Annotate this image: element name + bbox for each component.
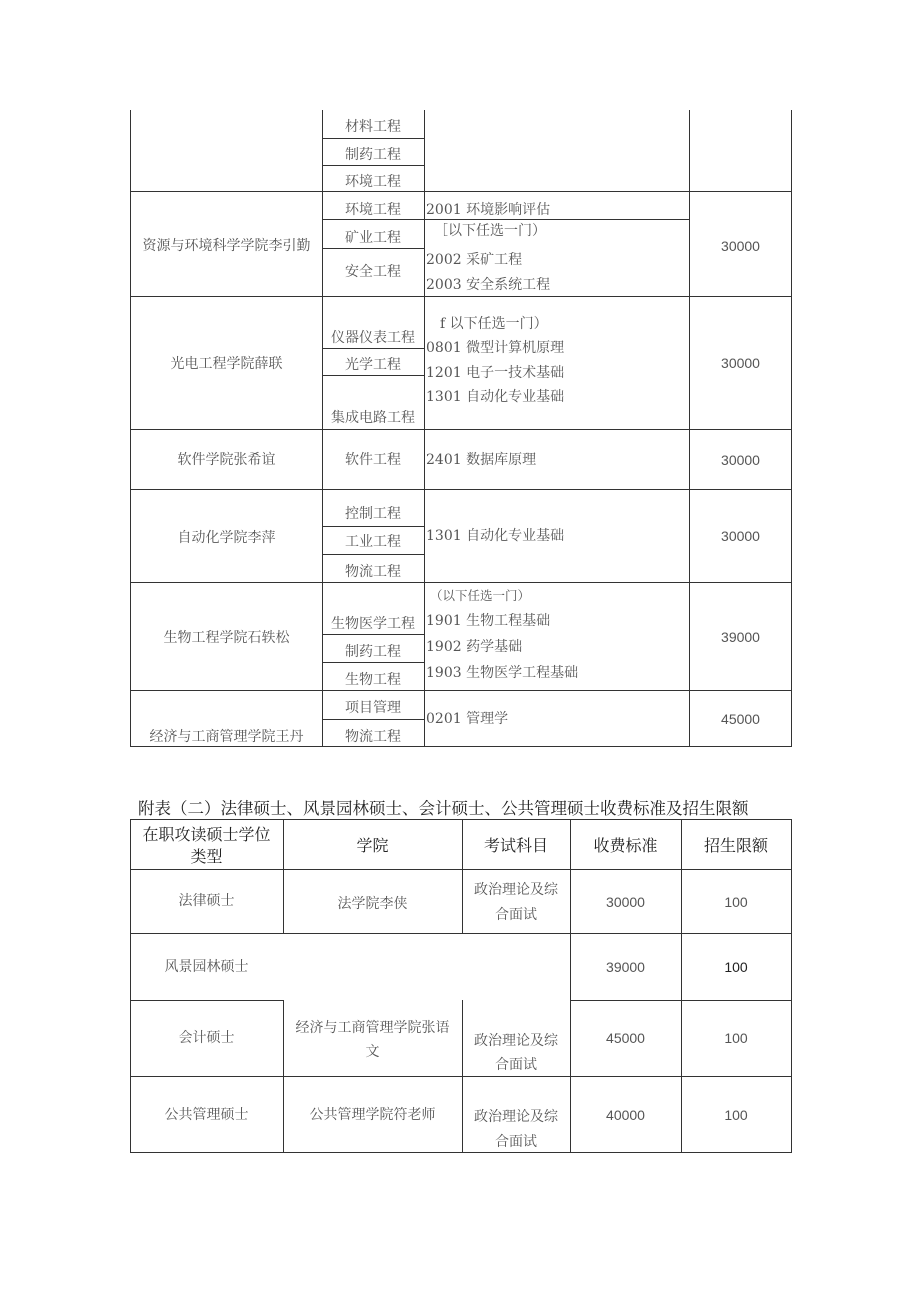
subject-cell: 2401 数据库原理 [426,452,537,468]
major-cell: 制药工程 [345,147,401,163]
college-cell: 法学院李侠 [337,896,408,912]
type-cell: 会计硕士 [178,1030,235,1046]
type-cell: 风景园林硕士 [164,959,249,975]
subject-cell-line2: 合面试 [495,1057,537,1073]
fee-cell: 30000 [721,238,760,254]
college-cell-line2: 文 [365,1044,380,1060]
subject-cell: 1201 电子一技术基础 [426,365,565,381]
major-cell: 物流工程 [345,729,401,745]
college-cell: 公共管理学院符老师 [309,1107,436,1123]
major-cell: 环境工程 [345,174,401,190]
header-type-line1: 在职攻读硕士学位 [142,825,271,844]
subject-cell: 2001 环境影响评估 [426,202,551,218]
header-subject: 考试科目 [483,836,548,855]
major-cell: 项目管理 [345,700,401,716]
fee-cell: 39000 [606,959,645,975]
college-cell: 自动化学院李萍 [177,530,276,546]
major-cell: 制药工程 [345,644,401,660]
type-cell: 法律硕士 [178,893,235,909]
quota-cell: 100 [724,894,748,910]
major-cell: 生物医学工程 [331,616,415,632]
fee-cell: 39000 [721,629,760,645]
quota-cell: 100 [724,1030,748,1046]
fee-cell: 30000 [721,355,760,371]
subject-cell: 1902 药学基础 [426,639,523,655]
subject-cell: 2003 安全系统工程 [426,277,551,293]
fee-cell: 40000 [606,1107,645,1123]
major-cell: 物流工程 [345,564,401,580]
quota-cell: 100 [724,959,748,975]
header-quota: 招生限额 [703,836,768,855]
subject-cell: 2002 采矿工程 [426,252,523,268]
fee-cell: 45000 [606,1030,645,1046]
fee-cell: 30000 [606,894,645,910]
quota-cell: 100 [724,1107,748,1123]
subject-cell: ［以下任选一门） [434,223,546,239]
subject-cell: 1901 生物工程基础 [426,613,551,629]
major-cell: 光学工程 [345,357,401,373]
type-cell: 公共管理硕士 [164,1107,249,1123]
college-cell: 软件学院张希谊 [177,452,276,468]
subject-cell-line2: 合面试 [495,1134,537,1150]
subject-cell-line2: 合面试 [495,907,537,923]
table-caption: 附表（二）法律硕士、风景园林硕士、会计硕士、公共管理硕士收费标准及招生限额 [138,799,749,818]
major-cell: 安全工程 [345,264,401,280]
major-cell: 生物工程 [345,672,401,688]
major-cell: 集成电路工程 [331,410,415,426]
college-cell: 生物工程学院石轶松 [163,630,290,646]
subject-cell: f 以下任选一门） [440,316,548,332]
fee-cell: 45000 [721,711,760,727]
subject-cell-line1: 政治理论及综 [474,1109,558,1125]
major-cell: 控制工程 [345,506,401,522]
subject-cell: 1301 自动化专业基础 [426,389,565,405]
college-cell: 光电工程学院薛联 [170,356,283,372]
subject-cell: （以下任选一门） [430,588,531,603]
major-cell: 材料工程 [345,119,401,135]
header-college: 学院 [356,836,389,855]
header-fee: 收费标准 [593,836,658,855]
major-cell: 矿业工程 [345,230,401,246]
subject-cell: 1301 自动化专业基础 [426,528,565,544]
major-cell: 仪器仪表工程 [331,330,415,346]
header-type-line2: 类型 [190,847,223,866]
subject-cell: 0801 微型计算机原理 [426,340,565,356]
major-cell: 环境工程 [345,202,401,218]
subject-cell: 0201 管理学 [426,711,509,727]
major-cell: 工业工程 [345,534,401,550]
subject-cell: 1903 生物医学工程基础 [426,665,579,681]
fee-cell: 30000 [721,452,760,468]
college-cell: 资源与环境科学学院李引勤 [142,238,311,254]
major-cell: 软件工程 [345,452,401,468]
college-cell: 经济与工商管理学院王丹 [149,729,304,745]
fee-cell: 30000 [721,528,760,544]
subject-cell-line1: 政治理论及综 [474,882,558,898]
subject-cell-line1: 政治理论及综 [474,1033,558,1049]
college-cell-line1: 经济与工商管理学院张语 [295,1020,450,1036]
